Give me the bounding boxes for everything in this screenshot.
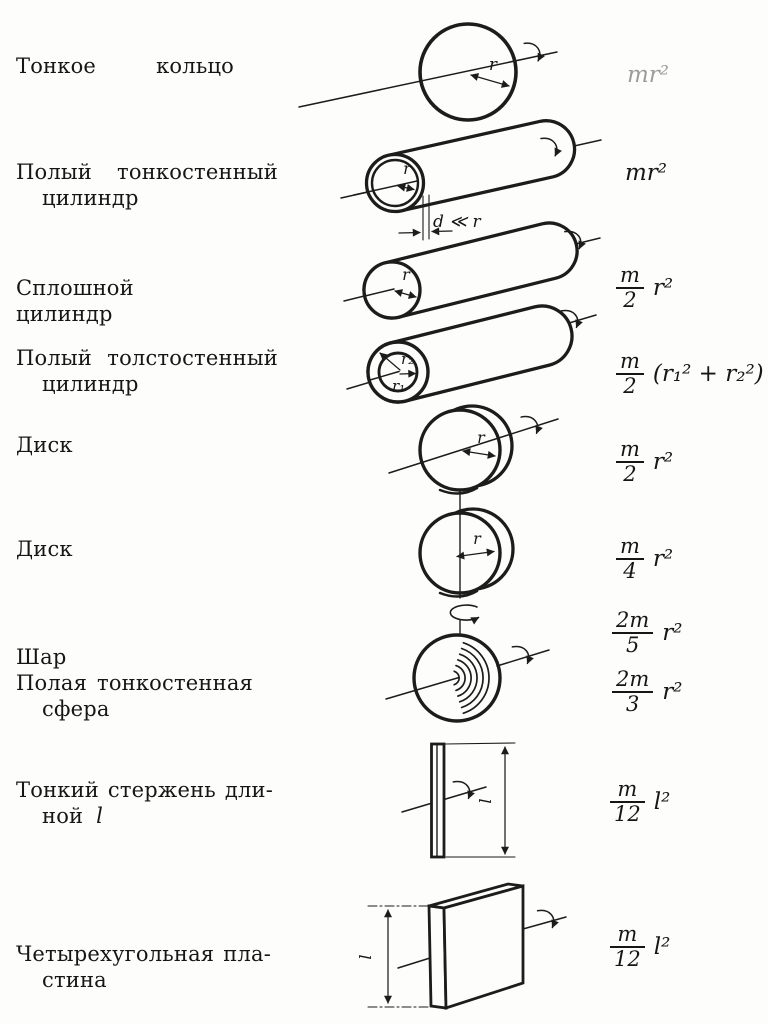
denominator: 12 [614, 947, 641, 971]
inner-radius-label: r₁ [392, 377, 406, 395]
cylinder-radius-label: r [402, 265, 410, 284]
rotation-arrow-icon [538, 907, 556, 930]
label-thin-rod [16, 777, 273, 829]
numerator: m [617, 777, 638, 801]
plate-side-label: l [356, 954, 375, 960]
label-line: Полая тонкостенная [16, 671, 253, 695]
formula-text: mr² [627, 62, 670, 88]
plate-front-face [444, 886, 523, 1008]
label-line: Шар [16, 645, 67, 669]
wall-arrow-left [399, 233, 420, 234]
formula-solid-cylinder [616, 264, 673, 312]
label-rectangular-plate [16, 941, 271, 993]
denominator: 3 [625, 692, 640, 716]
formula-rectangular-plate [610, 923, 670, 971]
drawing-disk-axial-axis [389, 406, 558, 511]
rotation-axis [398, 958, 430, 968]
label-hollow-thin-walled-cylinder [16, 159, 278, 211]
label-hollow-thick-walled-cylinder [16, 345, 278, 397]
rod-body [432, 744, 445, 857]
fraction [616, 264, 644, 312]
disk-radius-label: r [477, 428, 485, 447]
denominator: 2 [623, 374, 637, 398]
fraction [612, 609, 653, 657]
numerator: m [620, 534, 640, 558]
label-line: цилиндр [42, 372, 139, 396]
rod-length-label: l [476, 798, 495, 804]
label-line: цилиндр [42, 186, 139, 210]
fraction [610, 923, 645, 971]
radius-arrow [471, 75, 509, 86]
label-line: Тонкий стержень дли- [16, 778, 273, 802]
extension-line-top [445, 743, 515, 744]
formula-tail: r² [652, 275, 674, 301]
disk-radius-label: r [473, 529, 481, 548]
formula-tail: r² [652, 546, 674, 572]
drawing-thin-rod [402, 743, 515, 857]
formula-disk-diametral [616, 535, 673, 583]
outer-radius-label: r₂ [401, 350, 415, 368]
label-line [16, 803, 273, 829]
drawing-solid-cylinder [344, 223, 600, 318]
rotation-arrow-icon [450, 605, 478, 620]
formula-tail: l² [653, 934, 671, 960]
wall-thickness-label: d ≪ r [433, 212, 481, 232]
denominator: 12 [614, 802, 641, 826]
drawing-thin-ring [299, 24, 557, 120]
ring-radius-label: r [488, 55, 498, 75]
label-line: Четырехугольная пла- [16, 942, 271, 966]
formula-hollow-thin-walled-cylinder [625, 160, 667, 186]
formula-thin-ring [627, 62, 669, 88]
drawing-sphere [386, 635, 549, 721]
label-disk-diametral: Диск [16, 537, 73, 561]
label-solid-cylinder: Сплошной цилиндр [16, 276, 134, 326]
front-face-outer [367, 155, 424, 212]
formula-tail: r² [662, 620, 683, 646]
rotation-arrow-icon [524, 41, 541, 63]
formula-tail: r² [652, 449, 674, 475]
label-disk-axial: Диск [16, 433, 73, 457]
fraction [616, 350, 644, 398]
inner-radius-arrow [400, 374, 416, 375]
rotation-arrow-icon [521, 413, 539, 436]
formula-tail: r² [662, 679, 683, 705]
label-word: ной [42, 804, 84, 828]
fraction [612, 668, 653, 716]
drawing-hollow-thin-walled-cylinder [341, 121, 601, 240]
denominator: 2 [623, 288, 637, 312]
formula-sphere [612, 609, 683, 657]
formula-thin-rod [610, 778, 670, 826]
numerator: 2m [616, 608, 650, 632]
numerator: 2m [616, 667, 650, 691]
drawing-disk-diametral-axis [420, 509, 513, 633]
ring-outline [420, 24, 516, 120]
numerator: m [620, 437, 640, 461]
rotation-axis [523, 917, 566, 929]
sphere-shading-arcs [454, 643, 489, 713]
denominator: 2 [623, 462, 637, 486]
label-sphere-and-hollow-sphere [16, 644, 253, 722]
rotation-axis [497, 650, 549, 666]
formula-tail: l² [653, 789, 671, 815]
denominator: 5 [625, 633, 640, 657]
numerator: m [617, 922, 638, 946]
label-line: Полый толстостенный [16, 346, 278, 370]
drawing-rectangular-plate [356, 884, 566, 1008]
label-line: Полый тонкостенный [16, 160, 278, 184]
drawing-hollow-thick-walled-cylinder [347, 306, 596, 402]
formula-hollow-thick-walled-cylinder [616, 350, 764, 398]
denominator: 4 [623, 559, 637, 583]
fraction [616, 438, 644, 486]
formula-tail: (r₁² + r₂²) [652, 361, 764, 387]
rotation-arrow-icon [512, 643, 530, 666]
formula-hollow-sphere [612, 668, 683, 716]
formula-text: mr² [625, 160, 668, 186]
formula-disk-axial [616, 438, 673, 486]
rotation-arrow-icon [453, 778, 471, 801]
label-line: стина [42, 968, 107, 992]
fraction [610, 778, 645, 826]
rod-length-symbol: l [96, 804, 104, 828]
numerator: m [620, 263, 640, 287]
fraction [616, 535, 644, 583]
rotation-axis [386, 678, 459, 700]
cylinder-radius-label: r [403, 159, 411, 178]
label-thin-ring: Тонкое кольцо [16, 54, 234, 78]
numerator: m [620, 349, 640, 373]
label-line: сфера [42, 697, 110, 721]
